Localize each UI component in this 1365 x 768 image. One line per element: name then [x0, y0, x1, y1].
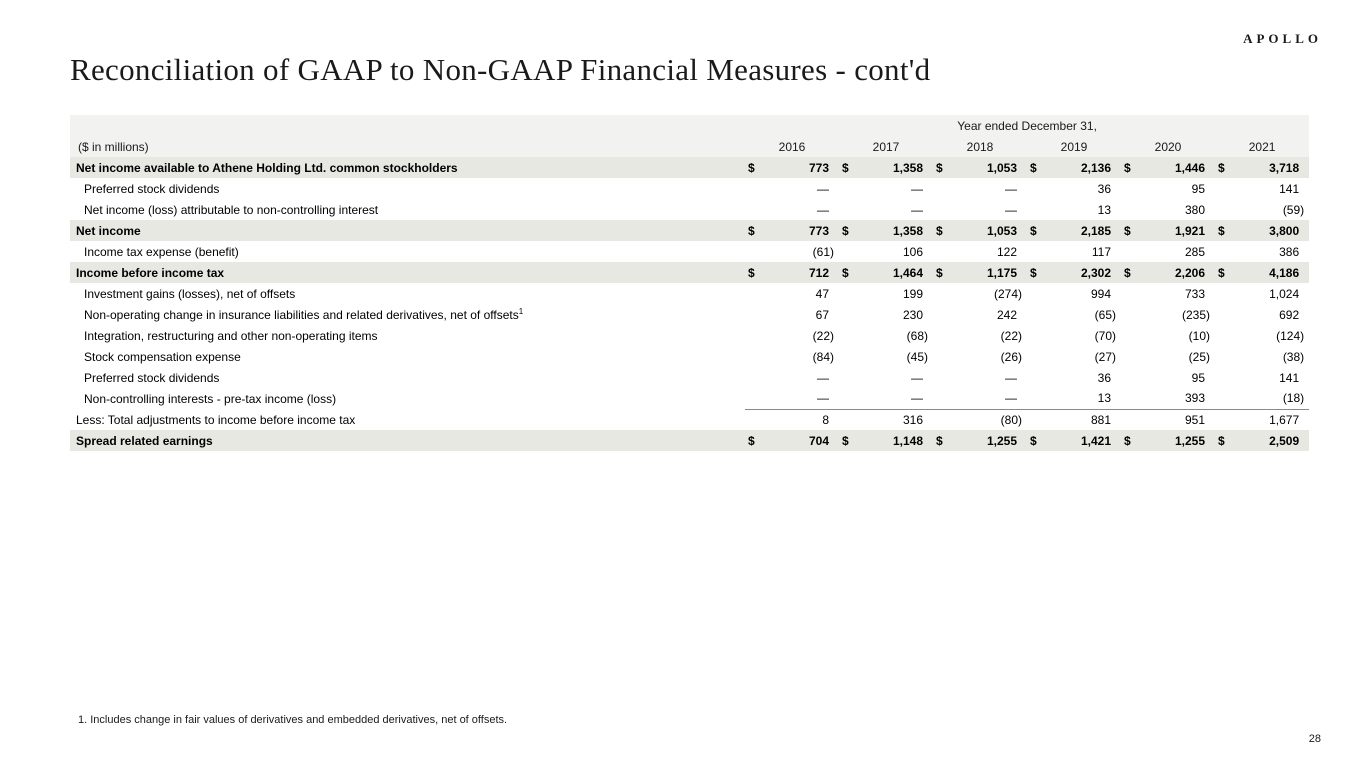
value-cell: 47	[815, 286, 829, 301]
year-header: 2016	[745, 136, 839, 157]
value-cell: 106	[902, 244, 923, 259]
value-cell: (80)	[1000, 412, 1022, 427]
value-cell: 1,921	[1141, 220, 1215, 241]
value-cell: 13	[1047, 388, 1121, 409]
value-cell: —	[817, 370, 829, 385]
dollar-sign-cell: $	[839, 262, 859, 283]
value-cell: (45)	[906, 349, 928, 364]
header-spacer-cell	[70, 115, 745, 136]
value-cell: 2,206	[1141, 262, 1215, 283]
value-cell: 36	[1097, 370, 1111, 385]
value-cell: (70)	[1094, 328, 1116, 343]
dollar-sign-cell	[1027, 367, 1047, 388]
value-cell: (27)	[1094, 349, 1116, 364]
dollar-sign-cell	[1121, 409, 1141, 430]
value-cell: 1,053	[953, 157, 1027, 178]
dollar-sign-cell	[1121, 304, 1141, 325]
row-label: Stock compensation expense	[84, 349, 241, 364]
table-row	[70, 367, 1309, 388]
value-cell: 117	[1091, 244, 1111, 259]
value-cell: 1,024	[1269, 286, 1300, 301]
value-cell: 2,185	[1047, 220, 1121, 241]
value-cell: 1,148	[859, 430, 933, 451]
value-cell: 67	[815, 307, 829, 322]
dollar-sign-cell: $	[839, 157, 859, 178]
dollar-sign-cell	[1121, 388, 1141, 409]
dollar-sign-cell	[933, 283, 953, 304]
dollar-sign-cell	[1215, 367, 1235, 388]
value-cell: —	[953, 388, 1027, 409]
value-cell: 1,421	[1047, 430, 1121, 451]
financial-table	[70, 115, 1309, 451]
table-header-period-row	[70, 115, 1309, 136]
row-label: Integration, restructuring and other non-operating items	[84, 328, 378, 343]
dollar-sign-cell: $	[1121, 430, 1141, 451]
dollar-sign-cell	[745, 388, 765, 409]
table-row	[70, 157, 1309, 178]
value-cell: 242	[996, 307, 1017, 322]
value-cell: 773	[765, 220, 839, 241]
dollar-sign-cell	[1215, 199, 1235, 220]
dollar-sign-cell	[1027, 283, 1047, 304]
row-label: Income before income tax	[70, 262, 745, 283]
table-row	[70, 304, 1309, 325]
dollar-sign-cell: $	[1121, 220, 1141, 241]
dollar-sign-cell	[933, 367, 953, 388]
dollar-sign-cell	[1215, 283, 1235, 304]
page-number: 28	[1308, 733, 1321, 745]
value-cell: 712	[765, 262, 839, 283]
table-row	[70, 220, 1309, 241]
dollar-sign-cell	[745, 409, 765, 430]
dollar-sign-cell	[1121, 346, 1141, 367]
value-cell: 285	[1184, 244, 1205, 259]
dollar-sign-cell	[933, 178, 953, 199]
dollar-sign-cell	[1215, 409, 1235, 430]
dollar-sign-cell	[1027, 388, 1047, 409]
dollar-sign-cell	[1027, 409, 1047, 430]
year-header: 2021	[1215, 136, 1309, 157]
apollo-logo: APOLLO	[1243, 31, 1322, 46]
value-cell: (235)	[1181, 307, 1210, 322]
row-label: Income tax expense (benefit)	[84, 244, 239, 259]
dollar-sign-cell	[745, 325, 765, 346]
value-cell: 1,255	[1141, 430, 1215, 451]
dollar-sign-cell: $	[745, 430, 765, 451]
dollar-sign-cell	[933, 346, 953, 367]
value-cell: —	[817, 181, 829, 196]
value-cell: 1,358	[859, 220, 933, 241]
dollar-sign-cell	[839, 283, 859, 304]
table-body	[70, 115, 1309, 451]
row-label: Spread related earnings	[70, 430, 745, 451]
value-cell: 733	[1184, 286, 1205, 301]
dollar-sign-cell	[1121, 178, 1141, 199]
value-cell: (38)	[1282, 349, 1305, 364]
table-row	[70, 178, 1309, 199]
value-cell: (84)	[812, 349, 834, 364]
value-cell: —	[911, 202, 923, 217]
value-cell: 13	[1097, 202, 1111, 217]
dollar-sign-cell: $	[1215, 262, 1235, 283]
value-cell: 141	[1279, 370, 1300, 385]
row-label: Net income	[70, 220, 745, 241]
dollar-sign-cell: $	[745, 157, 765, 178]
value-cell: —	[1005, 181, 1017, 196]
page-title: Reconciliation of GAAP to Non-GAAP Financial Measures - cont'd	[70, 52, 931, 87]
table-header-years-row	[70, 136, 1309, 157]
value-cell: 1,677	[1269, 412, 1300, 427]
value-cell: 8	[822, 412, 829, 427]
dollar-sign-cell: $	[933, 430, 953, 451]
table-row	[70, 262, 1309, 283]
value-cell: —	[859, 388, 933, 409]
value-cell: 4,186	[1235, 262, 1309, 283]
dollar-sign-cell	[1121, 283, 1141, 304]
dollar-sign-cell: $	[839, 220, 859, 241]
year-header: 2018	[933, 136, 1027, 157]
dollar-sign-cell: $	[933, 262, 953, 283]
value-cell: —	[1005, 202, 1017, 217]
table-row	[70, 325, 1309, 346]
value-cell: —	[911, 370, 923, 385]
value-cell: 386	[1279, 244, 1300, 259]
value-cell: 2,136	[1047, 157, 1121, 178]
dollar-sign-cell	[839, 304, 859, 325]
dollar-sign-cell: $	[839, 430, 859, 451]
dollar-sign-cell	[745, 283, 765, 304]
value-cell: 692	[1279, 307, 1300, 322]
value-cell: 881	[1090, 412, 1111, 427]
value-cell: 95	[1191, 370, 1205, 385]
value-cell: 380	[1184, 202, 1205, 217]
table-row	[70, 430, 1309, 451]
table-row	[70, 199, 1309, 220]
dollar-sign-cell: $	[1215, 430, 1235, 451]
row-label: Less: Total adjustments to income before income tax	[76, 412, 356, 427]
value-cell: 36	[1097, 181, 1111, 196]
value-cell: (124)	[1276, 328, 1305, 343]
value-cell: —	[1005, 370, 1017, 385]
dollar-sign-cell	[745, 178, 765, 199]
dollar-sign-cell	[745, 367, 765, 388]
value-cell: 199	[902, 286, 923, 301]
dollar-sign-cell	[839, 346, 859, 367]
footnote: 1. Includes change in fair values of derivatives and embedded derivatives, net of offsets.	[78, 714, 508, 726]
dollar-sign-cell	[1027, 304, 1047, 325]
dollar-sign-cell	[1027, 199, 1047, 220]
value-cell: (10)	[1188, 328, 1210, 343]
dollar-sign-cell	[839, 241, 859, 262]
value-cell: 316	[902, 412, 923, 427]
value-cell: 1,175	[953, 262, 1027, 283]
dollar-sign-cell	[933, 388, 953, 409]
value-cell: 773	[765, 157, 839, 178]
dollar-sign-cell	[1027, 178, 1047, 199]
dollar-sign-cell	[839, 199, 859, 220]
dollar-sign-cell	[1215, 304, 1235, 325]
dollar-sign-cell	[745, 304, 765, 325]
value-cell: (274)	[993, 286, 1022, 301]
dollar-sign-cell: $	[745, 220, 765, 241]
value-cell: 3,800	[1235, 220, 1309, 241]
value-cell: (65)	[1094, 307, 1116, 322]
value-cell: —	[817, 202, 829, 217]
value-cell: 1,358	[859, 157, 933, 178]
row-label: Non-controlling interests - pre-tax income (loss)	[84, 391, 337, 406]
dollar-sign-cell	[1215, 388, 1235, 409]
value-cell: (61)	[812, 244, 834, 259]
dollar-sign-cell: $	[1121, 262, 1141, 283]
row-label: Preferred stock dividends	[84, 181, 220, 196]
year-header: 2020	[1121, 136, 1215, 157]
dollar-sign-cell	[1215, 325, 1235, 346]
year-header: 2017	[839, 136, 933, 157]
value-cell: (25)	[1188, 349, 1210, 364]
dollar-sign-cell: $	[933, 220, 953, 241]
row-label: Preferred stock dividends	[84, 370, 220, 385]
table-row	[70, 346, 1309, 367]
dollar-sign-cell	[745, 346, 765, 367]
value-cell: (26)	[1000, 349, 1022, 364]
table-row	[70, 241, 1309, 262]
dollar-sign-cell	[1121, 325, 1141, 346]
dollar-sign-cell	[1121, 199, 1141, 220]
dollar-sign-cell	[839, 409, 859, 430]
table-row	[70, 388, 1309, 409]
dollar-sign-cell: $	[1215, 220, 1235, 241]
dollar-sign-cell: $	[1027, 262, 1047, 283]
period-header: Year ended December 31,	[745, 115, 1309, 136]
value-cell: 2,302	[1047, 262, 1121, 283]
table-row	[70, 409, 1309, 430]
dollar-sign-cell	[1027, 346, 1047, 367]
dollar-sign-cell	[839, 325, 859, 346]
dollar-sign-cell	[933, 304, 953, 325]
row-label: Net income available to Athene Holding Ltd. common stockholders	[70, 157, 745, 178]
dollar-sign-cell	[745, 241, 765, 262]
value-cell: 141	[1279, 181, 1300, 196]
footnote-marker: 1	[518, 306, 524, 316]
value-cell: (22)	[812, 328, 834, 343]
value-cell: 704	[765, 430, 839, 451]
value-cell: 2,509	[1235, 430, 1309, 451]
value-cell: (59)	[1282, 202, 1305, 217]
year-header: 2019	[1027, 136, 1121, 157]
units-label: ($ in millions)	[70, 136, 745, 157]
dollar-sign-cell: $	[933, 157, 953, 178]
dollar-sign-cell: $	[1027, 430, 1047, 451]
value-cell: (22)	[1000, 328, 1022, 343]
dollar-sign-cell	[839, 178, 859, 199]
dollar-sign-cell	[1215, 178, 1235, 199]
dollar-sign-cell	[1121, 367, 1141, 388]
dollar-sign-cell	[839, 367, 859, 388]
dollar-sign-cell	[933, 199, 953, 220]
value-cell: 1,255	[953, 430, 1027, 451]
row-label: Non-operating change in insurance liabilities and related derivatives, net of offsets$^1$	[84, 306, 524, 322]
value-cell: (18)	[1235, 388, 1309, 409]
value-cell: 994	[1090, 286, 1111, 301]
dollar-sign-cell	[1121, 241, 1141, 262]
value-cell: 122	[996, 244, 1017, 259]
dollar-sign-cell	[1215, 241, 1235, 262]
value-cell: 95	[1191, 181, 1205, 196]
row-label: Net income (loss) attributable to non-controlling interest	[84, 202, 379, 217]
dollar-sign-cell	[1215, 346, 1235, 367]
value-cell: 1,446	[1141, 157, 1215, 178]
dollar-sign-cell	[933, 409, 953, 430]
dollar-sign-cell: $	[1027, 220, 1047, 241]
dollar-sign-cell	[1027, 241, 1047, 262]
dollar-sign-cell: $	[1121, 157, 1141, 178]
value-cell: 1,464	[859, 262, 933, 283]
value-cell: 393	[1141, 388, 1215, 409]
value-cell: —	[911, 181, 923, 196]
dollar-sign-cell: $	[745, 262, 765, 283]
value-cell: 3,718	[1235, 157, 1309, 178]
dollar-sign-cell	[933, 325, 953, 346]
value-cell: (68)	[906, 328, 928, 343]
value-cell: 230	[902, 307, 923, 322]
value-cell: 951	[1184, 412, 1205, 427]
dollar-sign-cell: $	[1215, 157, 1235, 178]
dollar-sign-cell	[1027, 325, 1047, 346]
value-cell: —	[765, 388, 839, 409]
dollar-sign-cell	[933, 241, 953, 262]
dollar-sign-cell	[745, 199, 765, 220]
dollar-sign-cell	[839, 388, 859, 409]
row-label: Investment gains (losses), net of offsets	[84, 286, 296, 301]
dollar-sign-cell: $	[1027, 157, 1047, 178]
table-row	[70, 283, 1309, 304]
value-cell: 1,053	[953, 220, 1027, 241]
